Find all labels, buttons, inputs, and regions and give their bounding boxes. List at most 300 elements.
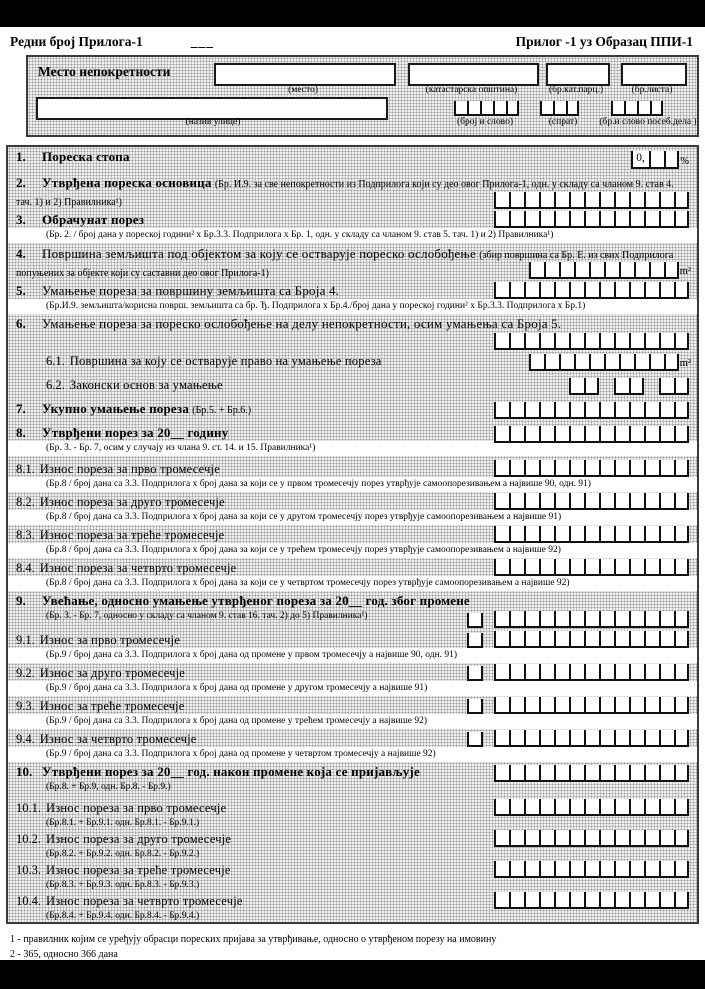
floor-field[interactable]	[540, 101, 579, 116]
digit-cell[interactable]	[674, 333, 689, 348]
digit-cell[interactable]	[554, 460, 569, 475]
digit-cell[interactable]	[614, 799, 629, 814]
digit-cell[interactable]	[629, 559, 644, 574]
digit-cell[interactable]	[629, 861, 644, 876]
digit-cell[interactable]	[494, 765, 509, 780]
digit-cell[interactable]	[524, 559, 539, 574]
digit-cell[interactable]	[674, 892, 689, 907]
digit-cell[interactable]	[494, 559, 509, 574]
digit-cell[interactable]	[659, 830, 674, 845]
digit-cell[interactable]	[554, 697, 569, 712]
digit-cell[interactable]	[569, 861, 584, 876]
sign-box[interactable]	[467, 613, 483, 628]
legal-basis-field[interactable]	[569, 378, 689, 395]
sign-box[interactable]	[467, 633, 483, 648]
digit-cell[interactable]	[494, 402, 509, 417]
digit-cell[interactable]	[614, 282, 629, 297]
digit-cell[interactable]	[524, 799, 539, 814]
digit-cell[interactable]	[674, 765, 689, 780]
digit-cell[interactable]	[614, 192, 629, 207]
digit-cell[interactable]	[509, 526, 524, 541]
digit-cell[interactable]	[539, 765, 554, 780]
digit-cell[interactable]	[554, 861, 569, 876]
digit-cell[interactable]	[629, 799, 644, 814]
digit-cell[interactable]	[494, 611, 509, 626]
digit-cell[interactable]	[674, 460, 689, 475]
digit-cell[interactable]	[509, 664, 524, 679]
digit-cell[interactable]	[494, 830, 509, 845]
digit-cell[interactable]	[599, 697, 614, 712]
digit-cell[interactable]	[674, 493, 689, 508]
digit-cell[interactable]	[644, 493, 659, 508]
digit-cell[interactable]	[524, 730, 539, 745]
digit-cell[interactable]	[604, 262, 619, 277]
sign-box[interactable]	[467, 699, 483, 714]
digit-cell[interactable]	[524, 697, 539, 712]
digit-cell[interactable]	[599, 211, 614, 226]
digit-cell[interactable]	[524, 765, 539, 780]
digit-cell[interactable]	[629, 460, 644, 475]
digit-cell[interactable]	[644, 892, 659, 907]
digit-cell[interactable]	[614, 697, 629, 712]
q1-final-tax-field[interactable]	[494, 799, 689, 816]
digit-cell[interactable]	[584, 861, 599, 876]
digit-cell[interactable]	[509, 333, 524, 348]
digit-cell[interactable]	[584, 799, 599, 814]
q3-change-field[interactable]	[467, 697, 689, 714]
digit-cell[interactable]	[659, 631, 674, 646]
digit-cell[interactable]	[480, 101, 493, 114]
digit-cell[interactable]	[553, 101, 566, 114]
digit-cell[interactable]	[614, 211, 629, 226]
digit-cell[interactable]	[559, 262, 574, 277]
digit-cell[interactable]	[637, 101, 650, 114]
digit-cell[interactable]	[650, 101, 663, 114]
digit-cell[interactable]	[599, 611, 614, 626]
digit-cell[interactable]	[674, 192, 689, 207]
digit-cell[interactable]	[554, 799, 569, 814]
digit-cell[interactable]	[569, 697, 584, 712]
digit-cell[interactable]	[539, 211, 554, 226]
digit-cell[interactable]	[454, 101, 467, 114]
digit-cell[interactable]	[494, 526, 509, 541]
q4-tax-field[interactable]	[494, 559, 689, 576]
digit-cell[interactable]	[659, 402, 674, 417]
digit-cell[interactable]	[674, 664, 689, 679]
digit-cell[interactable]	[544, 354, 559, 369]
digit-cell[interactable]	[619, 262, 634, 277]
digit-cell[interactable]	[467, 101, 480, 114]
digit-cell[interactable]	[629, 493, 644, 508]
digit-cell[interactable]	[569, 211, 584, 226]
digit-cell[interactable]	[494, 333, 509, 348]
digit-cell[interactable]	[539, 611, 554, 626]
digit-cell[interactable]	[599, 426, 614, 441]
digit-cell[interactable]	[509, 211, 524, 226]
digit-cell[interactable]	[584, 402, 599, 417]
digit-cell[interactable]	[674, 730, 689, 745]
digit-cell[interactable]	[659, 765, 674, 780]
digit-cell[interactable]	[524, 426, 539, 441]
serial-number-blank[interactable]: ___	[190, 34, 215, 49]
q1-change-field[interactable]	[467, 631, 689, 648]
digit-cell[interactable]	[599, 892, 614, 907]
digit-cell[interactable]	[659, 861, 674, 876]
digit-cell[interactable]	[584, 611, 599, 626]
digit-cell[interactable]	[554, 730, 569, 745]
digit-cell[interactable]	[584, 526, 599, 541]
digit-cell[interactable]	[544, 262, 559, 277]
digit-cell[interactable]	[494, 799, 509, 814]
digit-cell[interactable]	[674, 402, 689, 417]
digit-cell[interactable]	[574, 262, 589, 277]
digit-cell[interactable]	[584, 192, 599, 207]
digit-cell[interactable]	[634, 354, 649, 369]
digit-cell[interactable]	[524, 830, 539, 845]
digit-cell[interactable]	[624, 101, 637, 114]
digit-cell[interactable]	[539, 282, 554, 297]
digit-cell[interactable]	[569, 402, 584, 417]
digit-cell[interactable]	[509, 559, 524, 574]
digit-cell[interactable]	[524, 526, 539, 541]
digit-cell[interactable]	[509, 282, 524, 297]
digit-cell[interactable]	[574, 354, 589, 369]
digit-cell[interactable]	[506, 101, 519, 114]
digit-cell[interactable]	[539, 631, 554, 646]
digit-cell[interactable]	[674, 211, 689, 226]
digit-cell[interactable]	[569, 192, 584, 207]
land-tax-reduction-field[interactable]	[494, 282, 689, 299]
digit-cell[interactable]	[539, 830, 554, 845]
digit-cell[interactable]	[494, 192, 509, 207]
digit-cell[interactable]	[674, 526, 689, 541]
digit-cell[interactable]	[524, 631, 539, 646]
digit-cell[interactable]	[659, 282, 674, 297]
digit-cell[interactable]	[584, 765, 599, 780]
digit-cell[interactable]	[619, 354, 634, 369]
digit-cell[interactable]	[559, 354, 574, 369]
digit-cell[interactable]	[539, 559, 554, 574]
digit-cell[interactable]	[494, 697, 509, 712]
digit-cell[interactable]	[584, 631, 599, 646]
digit-cell[interactable]	[659, 799, 674, 814]
digit-cell[interactable]	[644, 282, 659, 297]
digit-cell[interactable]	[569, 559, 584, 574]
digit-cell[interactable]	[569, 892, 584, 907]
digit-cell[interactable]	[599, 526, 614, 541]
digit-cell[interactable]	[614, 333, 629, 348]
digit-cell[interactable]	[539, 697, 554, 712]
digit-cell[interactable]	[659, 611, 674, 626]
digit-cell[interactable]	[644, 765, 659, 780]
digit-cell[interactable]	[674, 697, 689, 712]
digit-cell[interactable]	[674, 282, 689, 297]
digit-cell[interactable]	[644, 460, 659, 475]
digit-cell[interactable]	[539, 526, 554, 541]
digit-cell[interactable]	[599, 460, 614, 475]
digit-cell[interactable]	[674, 830, 689, 845]
legal-basis-code-2[interactable]	[614, 378, 644, 395]
digit-cell[interactable]	[569, 378, 584, 393]
digit-cell[interactable]	[539, 402, 554, 417]
digit-cell[interactable]	[524, 861, 539, 876]
digit-cell[interactable]	[644, 426, 659, 441]
digit-cell[interactable]	[524, 192, 539, 207]
digit-cell[interactable]	[584, 493, 599, 508]
digit-cell[interactable]	[629, 378, 644, 393]
digit-cell[interactable]	[644, 611, 659, 626]
land-area-field[interactable]	[529, 262, 691, 279]
digit-cell[interactable]	[644, 192, 659, 207]
digit-cell[interactable]	[659, 730, 674, 745]
digit-cell[interactable]	[649, 151, 664, 167]
digit-cell[interactable]	[629, 830, 644, 845]
digit-cell[interactable]	[599, 765, 614, 780]
digit-cell[interactable]	[539, 730, 554, 745]
digit-cell[interactable]	[599, 631, 614, 646]
q2-tax-field[interactable]	[494, 493, 689, 510]
cadastral-municipality-input[interactable]	[408, 63, 539, 86]
digit-cell[interactable]	[509, 493, 524, 508]
digit-cell[interactable]	[539, 333, 554, 348]
sign-box[interactable]	[467, 732, 483, 747]
digit-cell[interactable]	[554, 559, 569, 574]
digit-cell[interactable]	[674, 426, 689, 441]
digit-cell[interactable]	[649, 354, 664, 369]
digit-cell[interactable]	[629, 631, 644, 646]
digit-cell[interactable]	[509, 830, 524, 845]
digit-cell[interactable]	[599, 730, 614, 745]
digit-cell[interactable]	[584, 378, 599, 393]
digit-cell[interactable]	[554, 631, 569, 646]
digit-cell[interactable]	[494, 631, 509, 646]
digit-cell[interactable]	[539, 861, 554, 876]
digit-cell[interactable]	[539, 426, 554, 441]
digit-cell[interactable]	[584, 697, 599, 712]
digit-cell[interactable]	[539, 192, 554, 207]
digit-cell[interactable]	[569, 830, 584, 845]
digit-cell[interactable]	[569, 333, 584, 348]
digit-cell[interactable]	[659, 426, 674, 441]
digit-cell[interactable]	[539, 460, 554, 475]
digit-cell[interactable]	[494, 460, 509, 475]
digit-cell[interactable]	[614, 426, 629, 441]
digit-cell[interactable]	[664, 262, 679, 277]
q4-final-tax-field[interactable]	[494, 892, 689, 909]
digit-cell[interactable]	[674, 631, 689, 646]
digit-cell[interactable]	[554, 664, 569, 679]
digit-cell[interactable]	[524, 493, 539, 508]
unit-number-field[interactable]	[611, 101, 663, 116]
q2-change-field[interactable]	[467, 664, 689, 681]
digit-cell[interactable]	[569, 426, 584, 441]
digit-cell[interactable]	[554, 426, 569, 441]
q3-tax-field[interactable]	[494, 526, 689, 543]
digit-cell[interactable]	[644, 697, 659, 712]
digit-cell[interactable]	[524, 333, 539, 348]
digit-cell[interactable]	[509, 402, 524, 417]
digit-cell[interactable]	[674, 799, 689, 814]
legal-basis-code-3[interactable]	[659, 378, 689, 395]
digit-cell[interactable]	[611, 101, 624, 114]
digit-cell[interactable]	[629, 611, 644, 626]
digit-cell[interactable]	[529, 354, 544, 369]
total-reduction-field[interactable]	[494, 402, 689, 419]
cadastral-parcel-input[interactable]	[546, 63, 610, 86]
digit-cell[interactable]	[584, 211, 599, 226]
digit-cell[interactable]	[644, 402, 659, 417]
digit-cell[interactable]	[509, 697, 524, 712]
digit-cell[interactable]	[524, 282, 539, 297]
digit-cell[interactable]	[634, 262, 649, 277]
tax-change-field[interactable]	[467, 611, 689, 628]
digit-cell[interactable]	[599, 282, 614, 297]
digit-cell[interactable]	[584, 664, 599, 679]
digit-cell[interactable]	[494, 493, 509, 508]
tax-base-field[interactable]	[494, 192, 689, 209]
digit-cell[interactable]	[674, 378, 689, 393]
digit-cell[interactable]	[614, 460, 629, 475]
digit-cell[interactable]	[599, 799, 614, 814]
digit-cell[interactable]	[599, 861, 614, 876]
digit-cell[interactable]	[659, 211, 674, 226]
digit-cell[interactable]	[554, 611, 569, 626]
digit-cell[interactable]	[644, 211, 659, 226]
digit-cell[interactable]	[554, 765, 569, 780]
digit-cell[interactable]	[569, 460, 584, 475]
digit-cell[interactable]	[629, 192, 644, 207]
digit-cell[interactable]	[554, 402, 569, 417]
digit-cell[interactable]	[494, 664, 509, 679]
digit-cell[interactable]	[569, 799, 584, 814]
digit-cell[interactable]	[674, 559, 689, 574]
digit-cell[interactable]	[509, 799, 524, 814]
assessed-tax-field[interactable]	[494, 426, 689, 443]
digit-cell[interactable]	[584, 892, 599, 907]
street-number-field[interactable]	[454, 101, 519, 116]
digit-cell[interactable]	[509, 611, 524, 626]
q1-tax-field[interactable]	[494, 460, 689, 477]
digit-cell[interactable]	[540, 101, 553, 114]
digit-cell[interactable]	[584, 426, 599, 441]
digit-cell[interactable]	[529, 262, 544, 277]
q2-final-tax-field[interactable]	[494, 830, 689, 847]
digit-cell[interactable]	[569, 611, 584, 626]
digit-cell[interactable]	[604, 354, 619, 369]
digit-cell[interactable]	[509, 631, 524, 646]
tax-rate-field[interactable]	[631, 151, 689, 169]
digit-cell[interactable]	[659, 526, 674, 541]
digit-cell[interactable]	[589, 354, 604, 369]
digit-cell[interactable]	[493, 101, 506, 114]
digit-cell[interactable]	[644, 730, 659, 745]
reduction-area-field[interactable]	[529, 354, 691, 371]
digit-cell[interactable]	[659, 559, 674, 574]
digit-cell[interactable]	[569, 526, 584, 541]
digit-cell[interactable]	[629, 765, 644, 780]
digit-cell[interactable]	[599, 192, 614, 207]
digit-cell[interactable]	[509, 765, 524, 780]
digit-cell[interactable]	[659, 378, 674, 393]
digit-cell[interactable]	[589, 262, 604, 277]
digit-cell[interactable]	[644, 559, 659, 574]
digit-cell[interactable]	[614, 559, 629, 574]
digit-cell[interactable]	[659, 664, 674, 679]
sheet-number-input[interactable]	[621, 63, 687, 86]
digit-cell[interactable]	[569, 730, 584, 745]
digit-cell[interactable]	[614, 664, 629, 679]
digit-cell[interactable]	[644, 526, 659, 541]
digit-cell[interactable]	[494, 861, 509, 876]
digit-cell[interactable]	[509, 426, 524, 441]
digit-cell[interactable]	[554, 211, 569, 226]
digit-cell[interactable]	[509, 892, 524, 907]
digit-cell[interactable]	[524, 892, 539, 907]
digit-cell[interactable]	[614, 378, 629, 393]
digit-cell[interactable]	[509, 460, 524, 475]
digit-cell[interactable]	[524, 402, 539, 417]
digit-cell[interactable]	[584, 282, 599, 297]
digit-cell[interactable]	[539, 664, 554, 679]
digit-cell[interactable]	[494, 426, 509, 441]
digit-cell[interactable]	[584, 559, 599, 574]
digit-cell[interactable]	[614, 730, 629, 745]
digit-cell[interactable]	[599, 333, 614, 348]
digit-cell[interactable]	[629, 211, 644, 226]
digit-cell[interactable]	[629, 730, 644, 745]
calculated-tax-field[interactable]	[494, 211, 689, 228]
digit-cell[interactable]	[509, 192, 524, 207]
digit-cell[interactable]	[494, 892, 509, 907]
digit-cell[interactable]	[644, 664, 659, 679]
digit-cell[interactable]	[569, 282, 584, 297]
digit-cell[interactable]	[584, 730, 599, 745]
digit-cell[interactable]	[659, 892, 674, 907]
digit-cell[interactable]	[629, 402, 644, 417]
digit-cell[interactable]	[614, 402, 629, 417]
digit-cell[interactable]	[629, 526, 644, 541]
legal-basis-code-1[interactable]	[569, 378, 599, 395]
digit-cell[interactable]	[614, 830, 629, 845]
digit-cell[interactable]	[659, 460, 674, 475]
digit-cell[interactable]	[659, 697, 674, 712]
digit-cell[interactable]	[629, 333, 644, 348]
digit-cell[interactable]	[554, 526, 569, 541]
q4-change-field[interactable]	[467, 730, 689, 747]
digit-cell[interactable]	[566, 101, 579, 114]
digit-cell[interactable]	[614, 493, 629, 508]
digit-cell[interactable]	[649, 262, 664, 277]
digit-cell[interactable]	[659, 333, 674, 348]
digit-cell[interactable]	[524, 611, 539, 626]
digit-cell[interactable]	[644, 333, 659, 348]
digit-cell[interactable]	[629, 426, 644, 441]
digit-cell[interactable]	[524, 664, 539, 679]
digit-cell[interactable]	[629, 282, 644, 297]
place-input[interactable]	[214, 63, 396, 86]
digit-cell[interactable]	[664, 151, 679, 167]
digit-cell[interactable]	[554, 282, 569, 297]
tax-after-change-field[interactable]	[494, 765, 689, 782]
digit-cell[interactable]	[524, 211, 539, 226]
digit-cell[interactable]	[494, 730, 509, 745]
digit-cell[interactable]	[644, 861, 659, 876]
digit-cell[interactable]	[569, 493, 584, 508]
digit-cell[interactable]	[614, 861, 629, 876]
digit-cell[interactable]	[584, 333, 599, 348]
digit-cell[interactable]	[599, 830, 614, 845]
sign-box[interactable]	[467, 666, 483, 681]
